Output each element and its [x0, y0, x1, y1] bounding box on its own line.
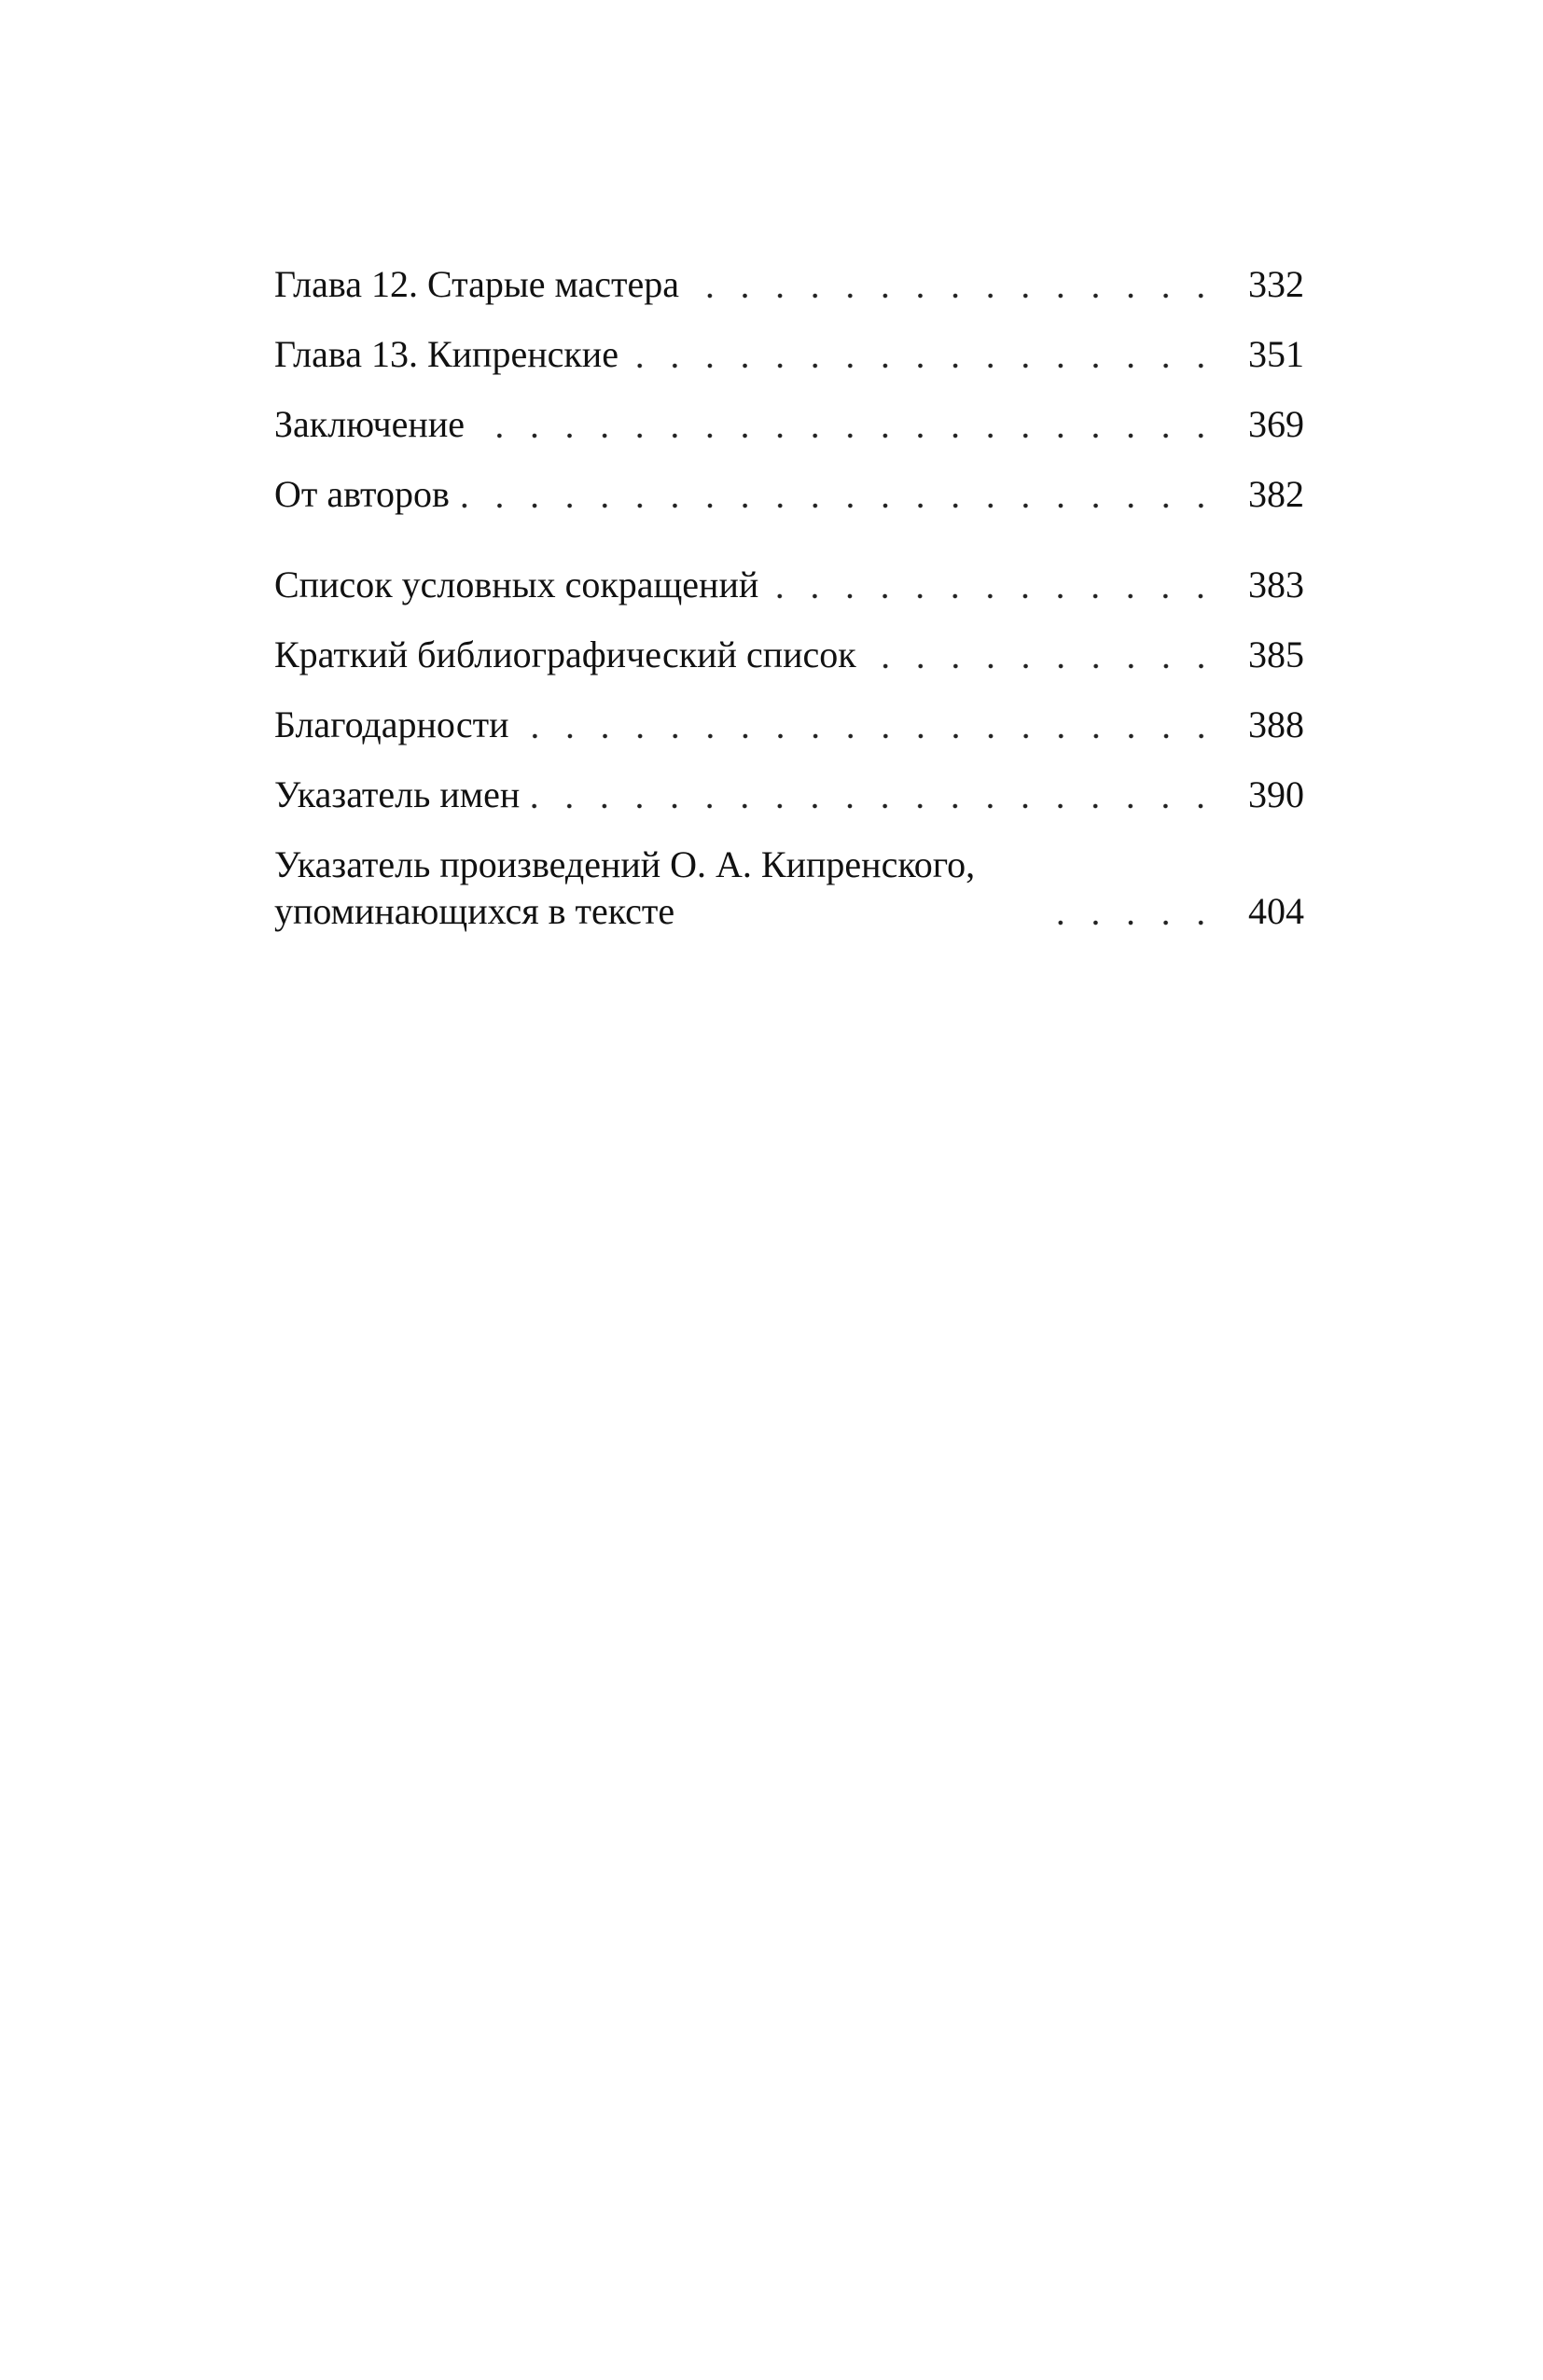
- dot-leader: [515, 721, 1218, 740]
- toc-entry-page: 382: [1248, 473, 1304, 515]
- dot-leader: [525, 791, 1218, 810]
- toc-entry[interactable]: [274, 562, 1304, 608]
- toc-entry[interactable]: [274, 401, 1304, 448]
- toc-entry-page: 369: [1248, 403, 1304, 445]
- dot-leader: [1054, 908, 1218, 926]
- toc-entry-page: 390: [1248, 773, 1304, 815]
- dot-leader: [685, 281, 1218, 299]
- toc-group-chapters: [274, 261, 1304, 518]
- toc-entry-title: Указатель имен: [274, 773, 521, 815]
- toc-entry[interactable]: [274, 842, 1304, 935]
- dot-leader: [862, 651, 1218, 670]
- toc-group-appendices: [274, 562, 1304, 935]
- toc-entry-title: Краткий библиографический список: [274, 633, 856, 675]
- toc-entry[interactable]: [274, 331, 1304, 378]
- toc-entry[interactable]: [274, 632, 1304, 678]
- table-of-contents: [274, 261, 1304, 979]
- dot-leader: [470, 421, 1218, 439]
- dot-leader: [455, 491, 1218, 509]
- toc-entry-title: Указатель произведений О. А. Кипренского, упоминающихся в тексте: [274, 843, 976, 932]
- toc-entry-page: 404: [1248, 890, 1304, 932]
- toc-entry-page: 332: [1248, 263, 1304, 305]
- toc-entry-title: Глава 13. Кипренские: [274, 333, 619, 375]
- toc-entry-page: 388: [1248, 703, 1304, 745]
- toc-entry-title: Благодарности: [274, 703, 509, 745]
- toc-entry-title: От авторов: [274, 473, 450, 515]
- toc-entry[interactable]: [274, 702, 1304, 748]
- toc-entry-title: Список условных сокращений: [274, 564, 759, 605]
- dot-leader: [624, 351, 1218, 369]
- dot-leader: [764, 581, 1218, 600]
- toc-entry-title: Заключение: [274, 403, 465, 445]
- toc-entry[interactable]: [274, 772, 1304, 818]
- toc-entry[interactable]: [274, 261, 1304, 308]
- toc-entry[interactable]: [274, 471, 1304, 518]
- toc-entry-page: 351: [1248, 333, 1304, 375]
- toc-entry-title: Глава 12. Старые мастера: [274, 263, 679, 305]
- toc-entry-page: 385: [1248, 633, 1304, 675]
- toc-entry-page: 383: [1248, 564, 1304, 605]
